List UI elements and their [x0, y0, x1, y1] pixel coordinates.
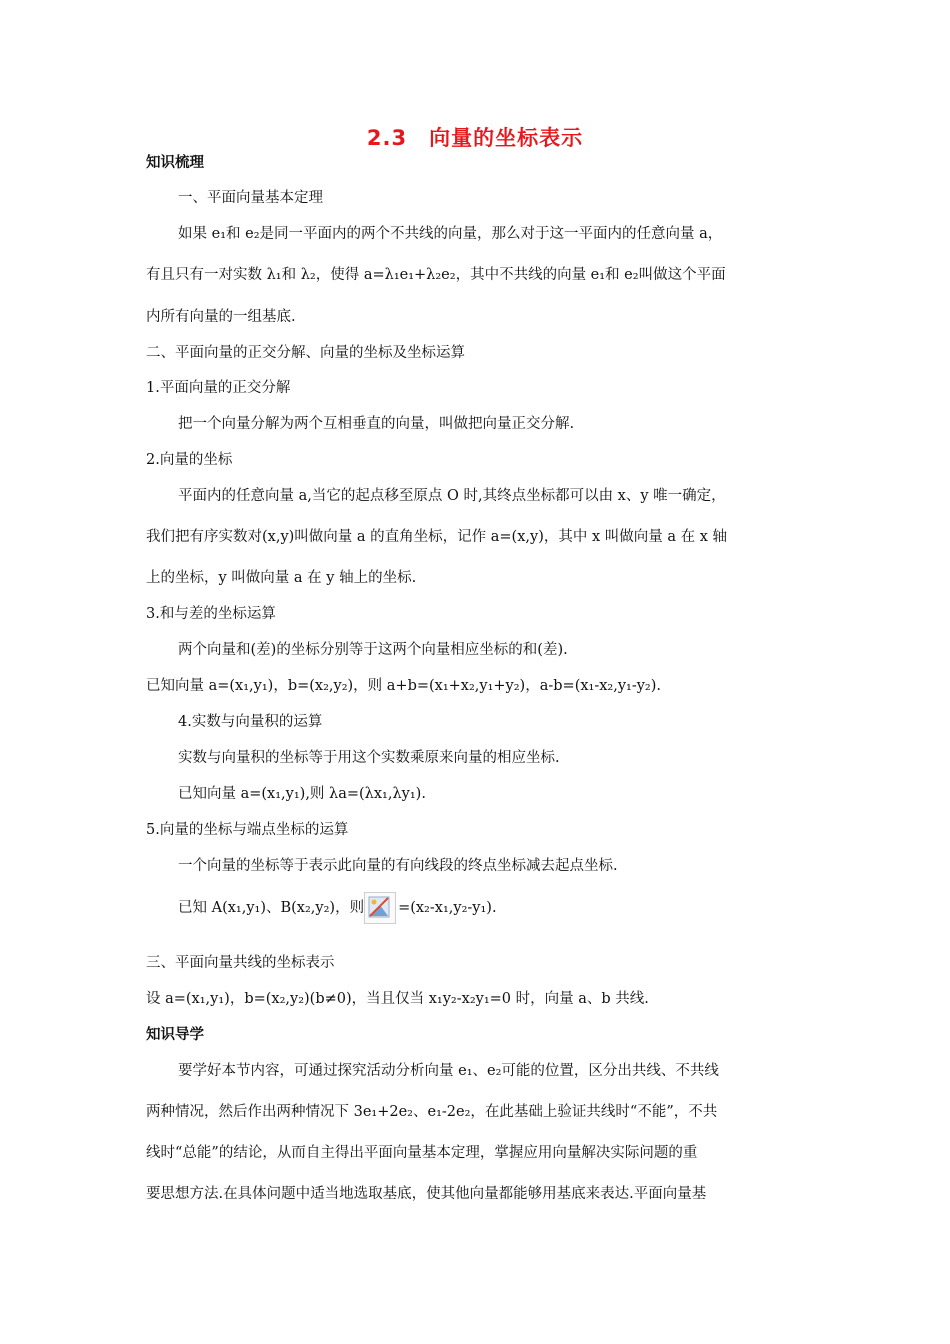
s2-2-heading: 2.向量的坐标 [146, 452, 233, 468]
broken-image-icon [364, 892, 396, 924]
guide-paragraph-line-3: 线时“总能”的结论，从而自主得出平面向量基本定理，掌握应用向量解决实际问题的重 [146, 1145, 698, 1161]
s2-3-paragraph-line-1: 两个向量和(差)的坐标分别等于这两个向量相应坐标的和(差). [178, 642, 568, 658]
s2-1-heading: 1.平面向量的正交分解 [146, 380, 291, 396]
s2-4-paragraph-line-1: 实数与向量积的坐标等于用这个实数乘原来向量的相应坐标. [178, 750, 560, 766]
s3-paragraph-line-1: 设 a=(x₁,y₁)，b=(x₂,y₂)(b≠0)，当且仅当 x₁y₂-x₂y₁=0 时，向量 a、b 共线. [146, 991, 649, 1007]
s2-5-heading: 5.向量的坐标与端点坐标的运算 [146, 822, 349, 838]
s2-1-text: 把一个向量分解为两个互相垂直的向量，叫做把向量正交分解. [178, 416, 575, 432]
s1-paragraph-line-2: 有且只有一对实数 λ₁和 λ₂，使得 a=λ₁e₁+λ₂e₂，其中不共线的向量 e₁和 e₂叫做这个平面 [146, 267, 726, 283]
s2-5-formula-prefix: 已知 A(x₁,y₁)、B(x₂,y₂)，则 [178, 900, 365, 916]
guide-paragraph-line-4: 要思想方法.在具体问题中适当地选取基底，使其他向量都能够用基底来表达.平面向量基 [146, 1186, 707, 1202]
s2-4-paragraph-line-2: 已知向量 a=(x₁,y₁),则 λa=(λx₁,λy₁). [178, 786, 426, 802]
s2-2-paragraph-line-1: 平面内的任意向量 a,当它的起点移至原点 O 时,其终点坐标都可以由 x、y 唯一确定， [178, 488, 726, 504]
s1-paragraph-line-3: 内所有向量的一组基底. [146, 309, 296, 325]
s2-5-paragraph-line-1: 一个向量的坐标等于表示此向量的有向线段的终点坐标减去起点坐标. [178, 858, 618, 874]
s2-5-paragraph-line-2 [178, 892, 497, 924]
s2-2-paragraph-line-2: 我们把有序实数对(x,y)叫做向量 a 的直角坐标，记作 a=(x,y)，其中 x 叫做向量 a 在 x 轴 [146, 529, 728, 545]
s3-heading: 三、平面向量共线的坐标表示 [146, 955, 335, 971]
s2-2-paragraph-line-3: 上的坐标，y 叫做向量 a 在 y 轴上的坐标. [146, 570, 417, 586]
section-heading-guide: 知识导学 [146, 1027, 204, 1043]
s2-heading: 二、平面向量的正交分解、向量的坐标及坐标运算 [146, 345, 465, 361]
page-title: 2.3 向量的坐标表示 [366, 126, 584, 150]
s2-5-formula-suffix: =(x₂-x₁,y₂-y₁). [398, 900, 497, 916]
guide-paragraph-line-1: 要学好本节内容，可通过探究活动分析向量 e₁、e₂可能的位置，区分出共线、不共线 [178, 1063, 719, 1079]
s2-3-heading: 3.和与差的坐标运算 [146, 606, 276, 622]
s1-heading: 一、平面向量基本定理 [178, 190, 323, 206]
s2-3-paragraph-line-2: 已知向量 a=(x₁,y₁)，b=(x₂,y₂)，则 a+b=(x₁+x₂,y₁+y₂)，a-b=(x₁-x₂,y₁-y₂). [146, 678, 662, 694]
guide-paragraph-line-2: 两种情况，然后作出两种情况下 3e₁+2e₂、e₁-2e₂，在此基础上验证共线时“不能”，不共 [146, 1104, 718, 1120]
section-heading-knowledge: 知识梳理 [146, 155, 204, 171]
s2-4-heading: 4.实数与向量积的运算 [178, 714, 323, 730]
s1-paragraph-line-1: 如果 e₁和 e₂是同一平面内的两个不共线的向量，那么对于这一平面内的任意向量 a， [178, 226, 723, 242]
